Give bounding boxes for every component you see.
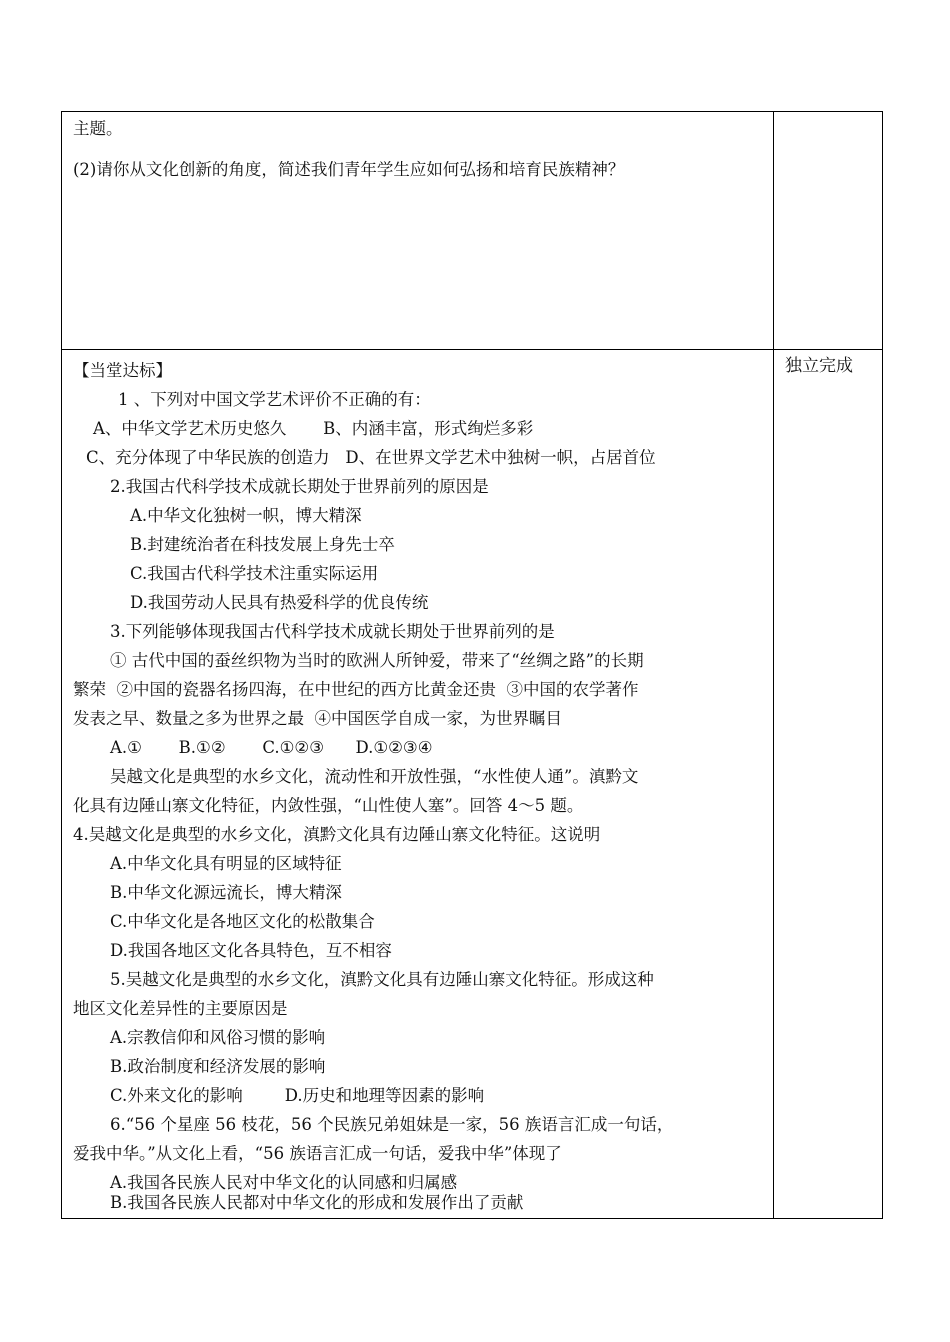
option-line: C.我国古代科学技术注重实际运用 <box>130 564 379 583</box>
paragraph-line: 化具有边陲山寨文化特征，内敛性强，“山性使人塞”。回答 4～5 题。 <box>73 796 584 815</box>
option-line: A.中华文化独树一帜，博大精深 <box>130 506 362 525</box>
question-line: 5.吴越文化是典型的水乡文化，滇黔文化具有边陲山寨文化特征。形成这种 <box>110 970 654 989</box>
question-line: 爱我中华。”从文化上看，“56 族语言汇成一句话，爱我中华”体现了 <box>73 1144 562 1163</box>
option-line: B.中华文化源远流长，博大精深 <box>110 883 342 902</box>
row-divider <box>62 349 882 350</box>
paragraph-line: 吴越文化是典型的水乡文化，流动性和开放性强，“水性使人通”。滇黔文 <box>110 767 639 786</box>
option-line: C、充分体现了中华民族的创造力 D、在世界文学艺术中独树一帜，占居首位 <box>86 448 656 467</box>
option-line: B.政治制度和经济发展的影响 <box>110 1057 326 1076</box>
paragraph-line: 发表之早、数量之多为世界之最 ④中国医学自成一家，为世界瞩目 <box>73 709 562 728</box>
option-line: D.我国各地区文化各具特色，互不相容 <box>110 941 392 960</box>
option-line: A.宗教信仰和风俗习惯的影响 <box>110 1028 326 1047</box>
question-line: 地区文化差异性的主要原因是 <box>73 999 288 1018</box>
option-line: A.① B.①② C.①②③ D.①②③④ <box>110 738 433 757</box>
question-line: 6.“56 个星座 56 枝花，56 个民族兄弟姐妹是一家，56 族语言汇成一句话， <box>110 1115 674 1134</box>
paragraph-line: 繁荣 ②中国的瓷器名扬四海，在中世纪的西方比黄金还贵 ③中国的农学著作 <box>73 680 639 699</box>
option-line: A.我国各民族人民对中华文化的认同感和归属感 <box>110 1173 458 1192</box>
worksheet-table <box>61 111 883 1219</box>
option-line: C.外来文化的影响 D.历史和地理等因素的影响 <box>110 1086 485 1105</box>
option-line: B.我国各民族人民都对中华文化的形成和发展作出了贡献 <box>110 1193 524 1212</box>
question-line: 3.下列能够体现我国古代科学技术成就长期处于世界前列的是 <box>110 622 555 641</box>
upper-text-line: 主题。 <box>73 119 123 138</box>
upper-text-line: (2)请你从文化创新的角度，简述我们青年学生应如何弘扬和培育民族精神？ <box>73 160 625 179</box>
side-note: 独立完成 <box>785 356 853 376</box>
option-line: C.中华文化是各地区文化的松散集合 <box>110 912 375 931</box>
option-line: D.我国劳动人民具有热爱科学的优良传统 <box>130 593 429 612</box>
question-line: 1 、下列对中国文学艺术评价不正确的有： <box>118 390 431 409</box>
option-line: A、中华文学艺术历史悠久 B、内涵丰富，形式绚烂多彩 <box>93 419 534 438</box>
paragraph-line: ① 古代中国的蚕丝织物为当时的欧洲人所钟爱，带来了“丝绸之路”的长期 <box>110 651 644 670</box>
option-line: A.中华文化具有明显的区域特征 <box>110 854 342 873</box>
question-line: 4.吴越文化是典型的水乡文化，滇黔文化具有边陲山寨文化特征。这说明 <box>73 825 601 844</box>
question-line: 2.我国古代科学技术成就长期处于世界前列的原因是 <box>110 477 489 496</box>
option-line: B.封建统治者在科技发展上身先士卒 <box>130 535 395 554</box>
column-divider <box>773 112 774 1218</box>
section-heading: 【当堂达标】 <box>73 361 172 380</box>
